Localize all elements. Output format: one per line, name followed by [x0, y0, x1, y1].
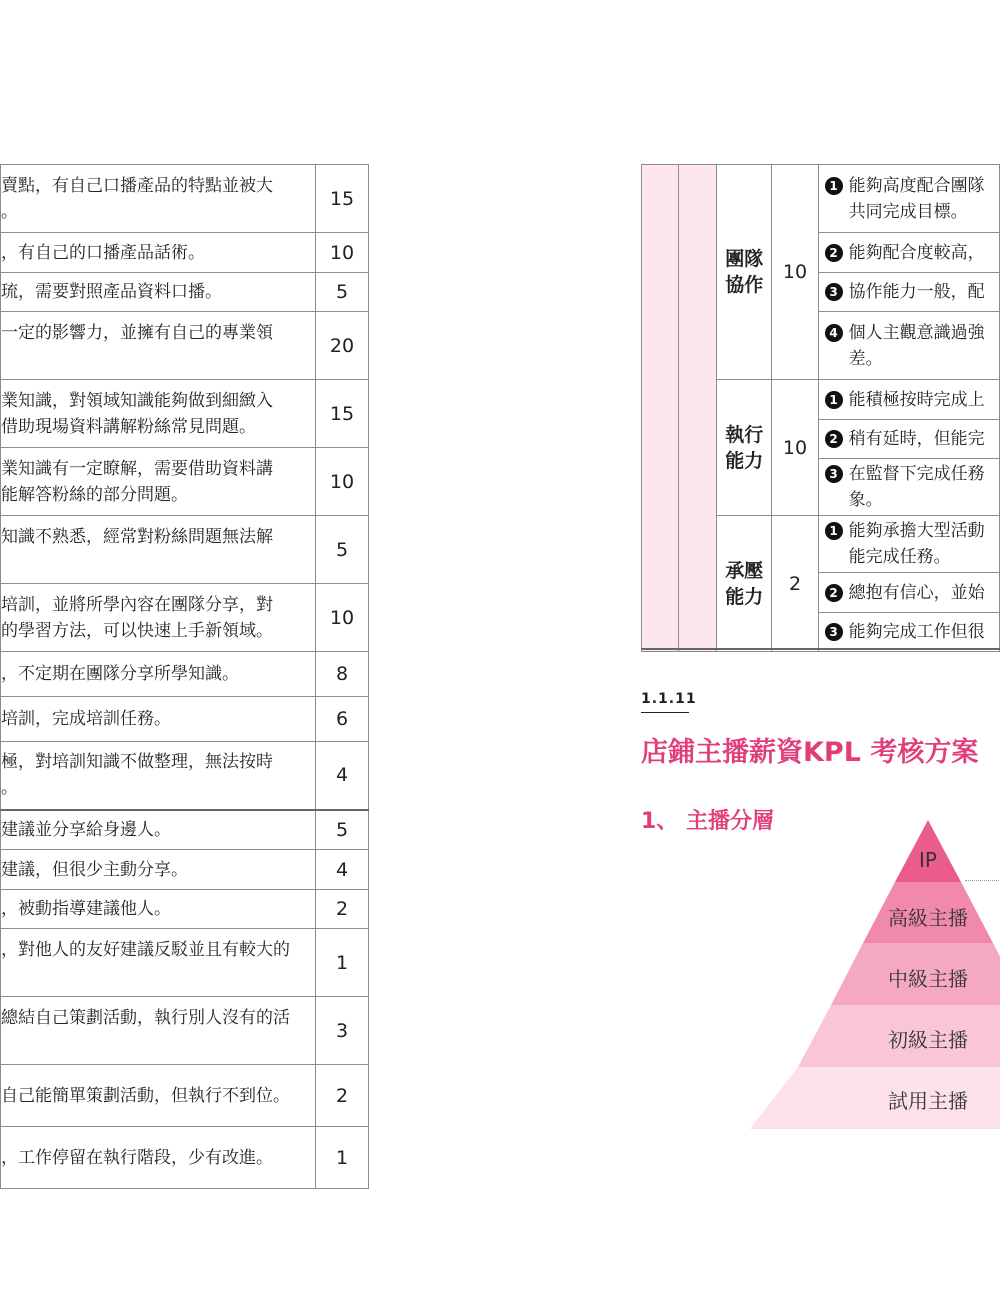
table-row [1, 850, 369, 890]
weight-cell: 10 [772, 165, 818, 380]
number-badge: 2 [825, 584, 843, 602]
criteria-cell: 3 協作能力一般，配 [818, 273, 999, 312]
table-row [1, 273, 369, 312]
tier-label-intermediate: 中級主播 [888, 967, 968, 991]
criteria-cell: 1 能夠高度配合團隊 共同完成目標。 [818, 165, 999, 233]
tier-label-senior: 高級主播 [888, 906, 968, 930]
desc-cell: ，對他人的友好建議反駁並且有較大的 [1, 929, 316, 997]
section-number-underline [641, 712, 689, 713]
table-row [1, 810, 369, 850]
tier-label-ip: IP [919, 848, 937, 872]
subsection-title: 1、 主播分層 [641, 809, 774, 834]
number-badge: 3 [825, 283, 843, 301]
table-row [1, 380, 369, 448]
score-cell: 15 [316, 380, 369, 448]
table-row [1, 890, 369, 929]
desc-cell: 一定的影響力，並擁有自己的專業領 [1, 312, 316, 380]
table-row [1, 997, 369, 1065]
item-cell: 執行能力 [716, 380, 772, 516]
number-badge: 1 [825, 391, 843, 409]
score-cell: 20 [316, 312, 369, 380]
pink-column [679, 165, 716, 652]
pink-column [642, 165, 679, 652]
table-row [1, 233, 369, 273]
item-cell: 承壓能力 [716, 516, 772, 652]
weight-cell: 2 [772, 516, 818, 652]
right-evaluation-table [641, 164, 1000, 652]
number-badge: 2 [825, 430, 843, 448]
table-row [1, 697, 369, 742]
score-cell: 5 [316, 273, 369, 312]
criteria-cell: 1 能夠承擔大型活動 能完成任務。 [818, 516, 999, 573]
section-title: 店鋪主播薪資KPL 考核方案 [641, 737, 979, 768]
criteria-cell: 1 能積極按時完成上 [818, 380, 999, 420]
desc-cell: ，被動指導建議他人。 [1, 890, 316, 929]
table-row [1, 1127, 369, 1189]
table-row [1, 448, 369, 516]
number-badge: 3 [825, 465, 843, 483]
tier-label-trial: 試用主播 [888, 1089, 968, 1113]
score-cell: 5 [316, 516, 369, 584]
table-row [1, 742, 369, 810]
desc-cell: 業知識，對領域知識能夠做到細緻入 借助現場資料講解粉絲常見問題。 [1, 380, 316, 448]
table-row [1, 516, 369, 584]
score-cell: 15 [316, 165, 369, 233]
weight-cell: 10 [772, 380, 818, 516]
desc-cell: 琉，需要對照產品資料口播。 [1, 273, 316, 312]
number-badge: 1 [825, 177, 843, 195]
table-row [1, 165, 369, 233]
score-cell: 4 [316, 850, 369, 890]
desc-cell: 建議並分享給身邊人。 [1, 810, 316, 850]
score-cell: 6 [316, 697, 369, 742]
desc-cell: ，有自己的口播產品話術。 [1, 233, 316, 273]
desc-cell: ，不定期在團隊分享所學知識。 [1, 652, 316, 697]
table-row [642, 165, 1000, 233]
item-cell: 團隊協作 [716, 165, 772, 380]
desc-cell: 培訓，完成培訓任務。 [1, 697, 316, 742]
number-badge: 4 [825, 324, 843, 342]
left-score-table [0, 164, 369, 1189]
score-cell: 2 [316, 1065, 369, 1127]
desc-cell: 培訓，並將所學內容在團隊分享，對 的學習方法，可以快速上手新領域。 [1, 584, 316, 652]
desc-cell: ，工作停留在執行階段，少有改進。 [1, 1127, 316, 1189]
score-cell: 4 [316, 742, 369, 810]
score-cell: 1 [316, 929, 369, 997]
score-cell: 8 [316, 652, 369, 697]
table-bottom-rule [641, 648, 1000, 650]
criteria-cell: 2 總抱有信心，並始 [818, 573, 999, 613]
table-row [1, 1065, 369, 1127]
score-cell: 2 [316, 890, 369, 929]
score-cell: 10 [316, 448, 369, 516]
criteria-cell: 2 稍有延時，但能完 [818, 420, 999, 459]
criteria-cell: 2 能夠配合度較高， [818, 233, 999, 273]
desc-cell: 自己能簡單策劃活動，但執行不到位。 [1, 1065, 316, 1127]
score-cell: 5 [316, 810, 369, 850]
score-cell: 10 [316, 233, 369, 273]
table-row [1, 584, 369, 652]
score-cell: 1 [316, 1127, 369, 1189]
desc-cell: 總結自己策劃活動，執行別人沒有的活 [1, 997, 316, 1065]
table-row [1, 312, 369, 380]
desc-cell: 賣點，有自己口播產品的特點並被大 。 [1, 165, 316, 233]
number-badge: 2 [825, 244, 843, 262]
dotted-leader-line [965, 880, 1000, 881]
table-row [1, 652, 369, 697]
section-number: 1.1.11 [641, 691, 697, 707]
desc-cell: 業知識有一定瞭解，需要借助資料講 能解答粉絲的部分問題。 [1, 448, 316, 516]
score-cell: 10 [316, 584, 369, 652]
tier-label-junior: 初級主播 [888, 1028, 968, 1052]
desc-cell: 建議，但很少主動分享。 [1, 850, 316, 890]
table-row [1, 929, 369, 997]
number-badge: 3 [825, 623, 843, 641]
criteria-cell: 3 在監督下完成任務 象。 [818, 459, 999, 516]
number-badge: 1 [825, 522, 843, 540]
score-cell: 3 [316, 997, 369, 1065]
desc-cell: 極，對培訓知識不做整理，無法按時 。 [1, 742, 316, 810]
desc-cell: 知識不熟悉，經常對粉絲問題無法解 [1, 516, 316, 584]
criteria-cell: 3 能夠完成工作但很 [818, 613, 999, 652]
criteria-cell: 4 個人主觀意識過強 差。 [818, 312, 999, 380]
